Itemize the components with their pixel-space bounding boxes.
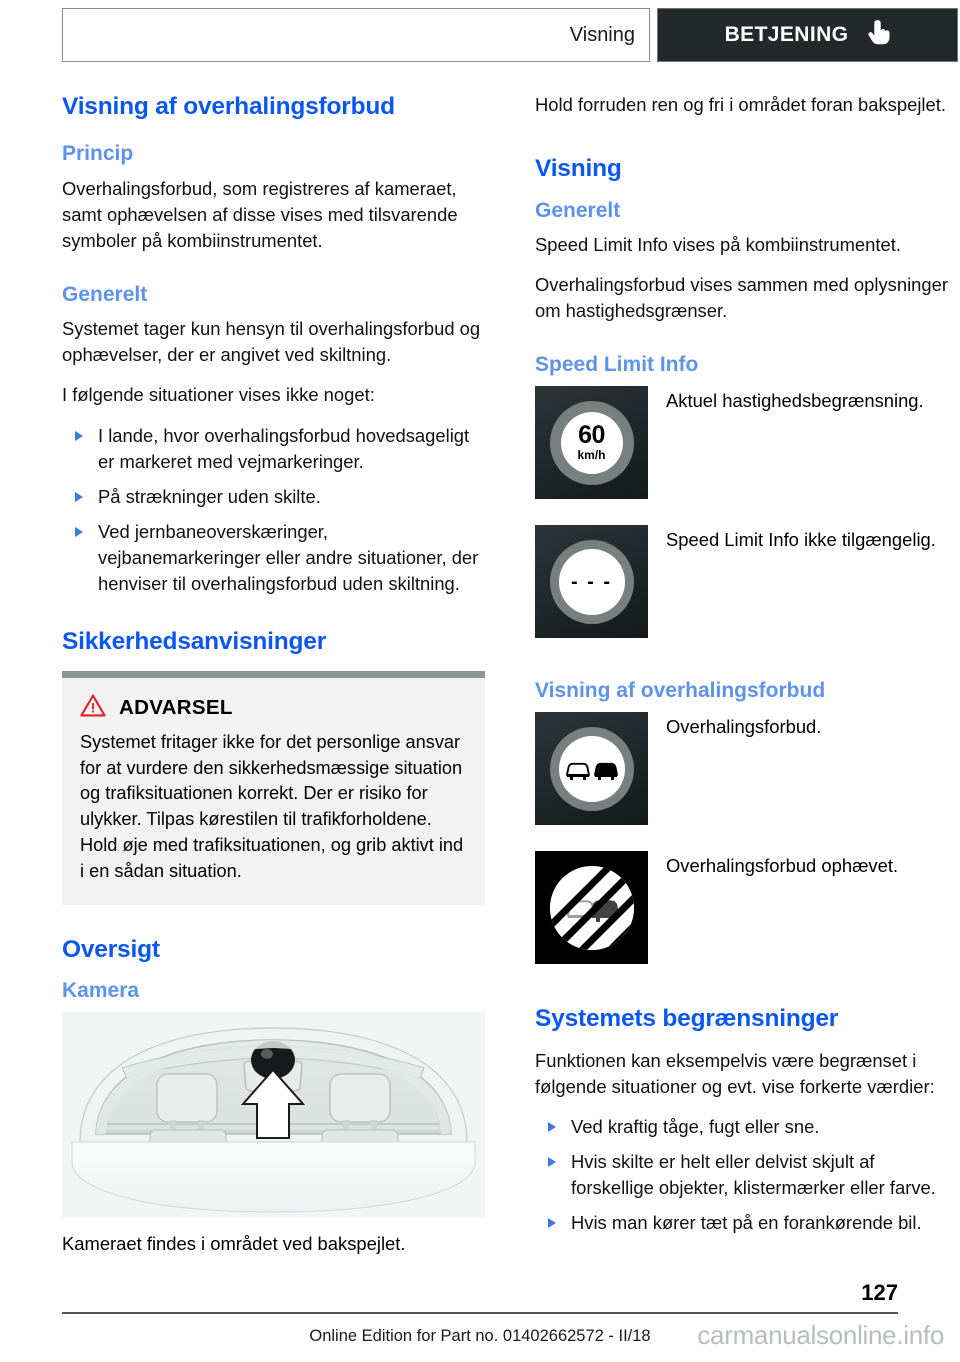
- warning-box: [62, 678, 485, 905]
- list-item: [62, 519, 485, 597]
- pointing-hand-icon: [866, 18, 890, 52]
- icon-disc: [559, 736, 625, 802]
- text-generelt-right-2: Overhalingsforbud vises sammen med oplysninger om hastighedsgrænser.: [535, 273, 948, 321]
- speed-unit: km/h: [577, 448, 606, 463]
- heading-visning: Visning: [535, 155, 622, 183]
- list-item: [62, 484, 485, 510]
- dashes-value: - - -: [570, 570, 613, 593]
- text-princip: Overhalingsforbud, som registreres af kameraet, samt ophævelsen af disse vises med tilsvarende symboler på kombiinstrumentet.: [62, 177, 458, 251]
- warning-triangle-icon: [80, 694, 106, 722]
- icon-disc: [559, 549, 625, 615]
- tab-visning[interactable]: [62, 8, 650, 62]
- page-content: [62, 92, 958, 1257]
- page-title: Visning af overhalingsforbud: [62, 93, 395, 120]
- row-no-overtaking: [535, 712, 958, 825]
- text-generelt-right-1: Speed Limit Info vises på kombiinstrumentet.: [535, 233, 901, 255]
- spacer: [535, 990, 958, 1004]
- triangle-bullet-icon: [548, 1218, 556, 1228]
- list-situations: [62, 423, 485, 598]
- list-limitations: [535, 1114, 958, 1237]
- spacer: [62, 905, 485, 935]
- list-item: [535, 1149, 958, 1201]
- label-end-no-overtaking: Overhalingsforbud ophævet.: [666, 855, 899, 877]
- triangle-bullet-icon: [548, 1122, 556, 1132]
- list-item-label: Hvis skilte er helt eller delvist skjult af forskellige objekter, klistermærker eller farve.: [571, 1151, 936, 1199]
- list-item: [535, 1210, 958, 1236]
- heading-princip: Princip: [62, 142, 134, 166]
- row-end-no-overtaking: [535, 851, 958, 964]
- warning-top-rule: [62, 671, 485, 678]
- list-item-label: I lande, hvor overhalingsforbud hovedsageligt er markeret med vejmarkeringer.: [98, 424, 470, 472]
- label-speed-limit-unavailable: Speed Limit Info ikke tilgængelig.: [666, 529, 936, 551]
- icon-disc: [561, 412, 623, 474]
- page-number: 127: [861, 1280, 898, 1305]
- right-column: [535, 92, 958, 1257]
- heading-kamera: Kamera: [62, 979, 140, 1003]
- spacer: [535, 664, 958, 678]
- no-overtaking-sign-icon: [535, 712, 648, 825]
- heading-generelt-left: Generelt: [62, 282, 148, 306]
- label-speed-limit-current: Aktuel hastighedsbegrænsning.: [666, 390, 924, 412]
- warning-title: ADVARSEL: [119, 695, 233, 719]
- warning-header: [80, 694, 467, 722]
- triangle-bullet-icon: [75, 492, 83, 502]
- speed-value: 60: [578, 421, 605, 450]
- text-intro-right: Hold forruden ren og fri i området foran bakspejlet.: [535, 94, 946, 115]
- heading-speed-limit-info: Speed Limit Info: [535, 353, 699, 377]
- speed-limit-unavailable-icon: [535, 525, 648, 638]
- list-item-label: På strækninger uden skilte.: [98, 485, 321, 507]
- triangle-bullet-icon: [548, 1157, 556, 1167]
- list-item: [62, 423, 485, 475]
- footer-divider: [62, 1312, 898, 1314]
- spacer: [62, 268, 485, 282]
- tab-visning-label: Visning: [569, 23, 635, 46]
- row-speed-limit-current: [535, 386, 958, 499]
- watermark: carmanualsonline.info: [697, 1320, 944, 1350]
- windshield-camera-illustration: [62, 1012, 485, 1217]
- heading-systemets-begraensninger: Systemets begrænsninger: [535, 1005, 839, 1033]
- heading-sikkerhedsanvisninger: Sikkerhedsanvisninger: [62, 628, 327, 656]
- text-generelt-1: Systemet tager kun hensyn til overhalingsforbud og ophævelser, der er angivet ved skiltning.: [62, 318, 481, 366]
- list-item-label: Ved jernbaneoverskæringer, vejbanemarkeringer eller andre situationer, der henviser til overhalingsforbud uden skiltning.: [98, 520, 479, 595]
- text-begraensninger: Funktionen kan eksempelvis være begrænset i følgende situationer og evt. vise forkerte værdier:: [535, 1049, 935, 1097]
- heading-generelt-right: Generelt: [535, 198, 621, 222]
- spacer: [535, 132, 958, 154]
- caption-kamera: Kameraet findes i området ved bakspejlet.: [62, 1233, 406, 1255]
- end-no-overtaking-sign-icon: [535, 851, 648, 964]
- heading-visning-overhalingsforbud: Visning af overhalingsforbud: [535, 679, 826, 703]
- speed-limit-60-icon: [535, 386, 648, 499]
- heading-oversigt: Oversigt: [62, 935, 160, 963]
- spacer: [535, 338, 958, 352]
- triangle-bullet-icon: [75, 527, 83, 537]
- list-item-label: Ved kraftig tåge, fugt eller sne.: [571, 1116, 820, 1138]
- text-generelt-2: I følgende situationer vises ikke noget:: [62, 384, 375, 406]
- warning-text: Systemet fritager ikke for det personlige ansvar for at vurdere den sikkerhedsmæssige situation og trafiksituationen korrekt. Der er risiko for ulykker. Tilpas kørestilen til trafikforholdene. Hold øje med trafiksituationen, og grib aktivt ind i en sådan situation.: [80, 731, 464, 881]
- list-item-label: Hvis man kører tæt på en forankørende bil.: [571, 1212, 922, 1234]
- left-column: [62, 92, 485, 1257]
- tab-betjening[interactable]: [657, 8, 958, 62]
- icon-disc: [550, 866, 634, 950]
- two-cars-glyph: [563, 754, 621, 784]
- triangle-bullet-icon: [75, 431, 83, 441]
- row-speed-limit-unavailable: [535, 525, 958, 638]
- label-no-overtaking: Overhalingsforbud.: [666, 716, 822, 738]
- spacer: [62, 597, 485, 627]
- tab-betjening-label: BETJENING: [724, 23, 849, 46]
- footer-edition-text: Online Edition for Part no. 01402662572 - II/18: [309, 1327, 651, 1345]
- list-item: [535, 1114, 958, 1140]
- warning-block: [62, 671, 485, 905]
- page-header: [62, 8, 958, 62]
- end-restriction-glyph: [550, 866, 634, 950]
